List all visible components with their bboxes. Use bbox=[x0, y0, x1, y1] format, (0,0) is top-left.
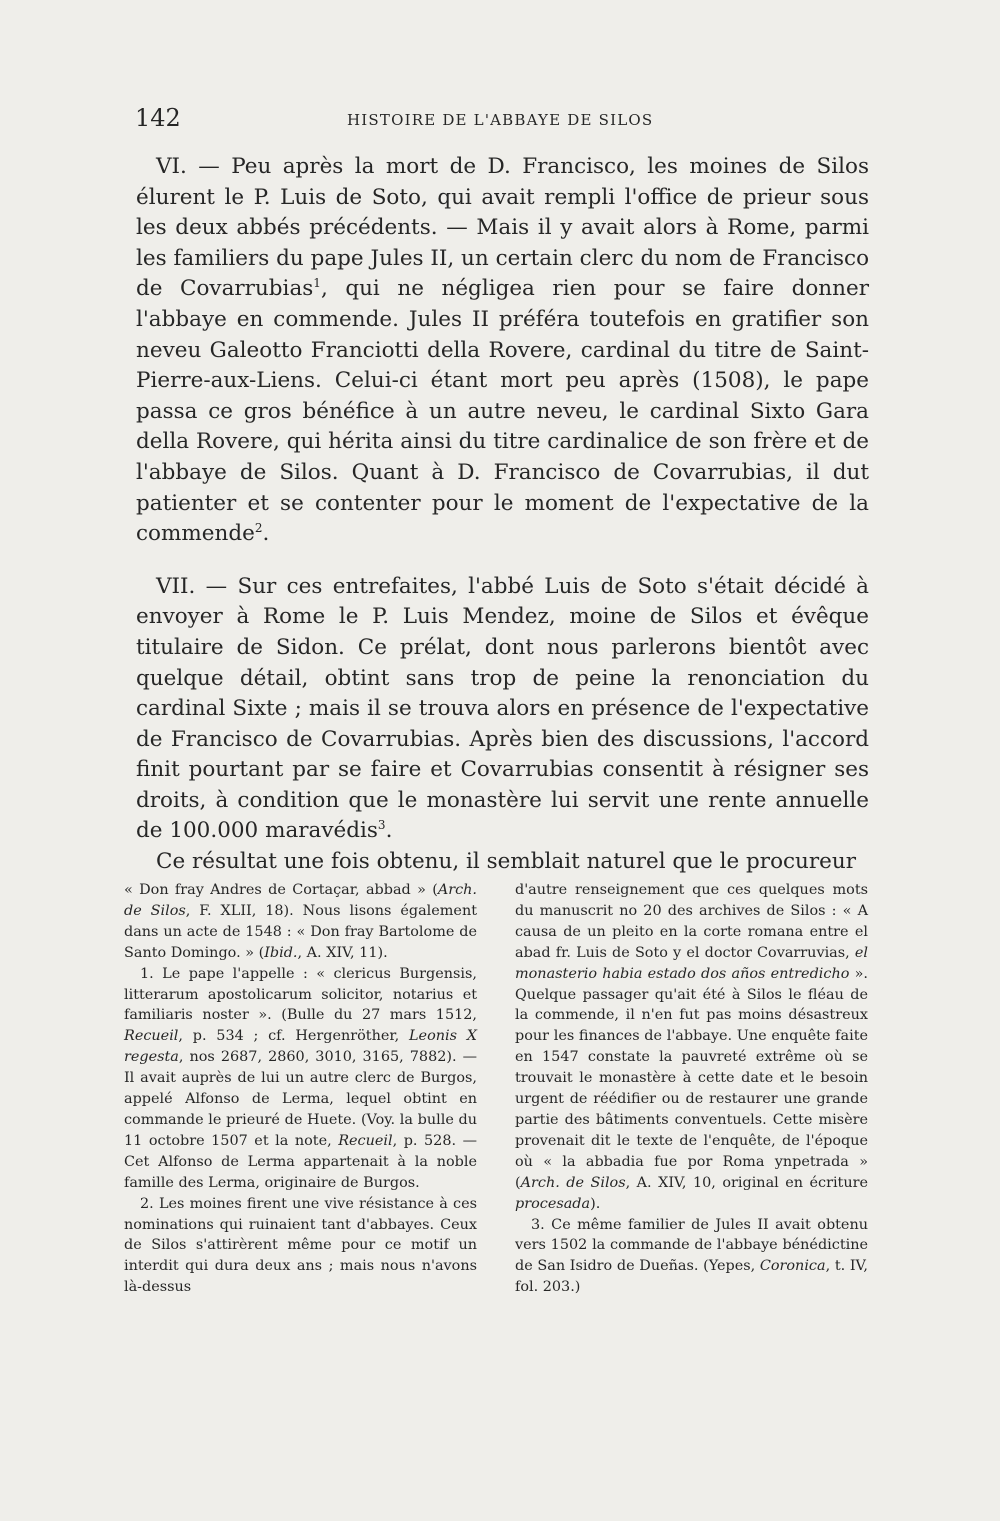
footnote-citation: Recueil bbox=[124, 1028, 179, 1045]
footnote-2-continued bbox=[515, 880, 868, 1215]
footnote-text: ». Quelque passager qu'ait été à Silos le fléau de la commende, il n'en fut pas moins désastreux pour les finances de l'abbaye. Une enquête faite en 1547 constate la pauvreté extrême où se trouvait le monastère à cette date et le besoin urgent de réédifier ou de restaurer une grande partie des bâtiments conventuels. Cette misère provenait dit le texte de l'enquête, de l'époque où « la abbadia fue por Roma ynpetrada » ( bbox=[515, 965, 868, 1191]
paragraph-vii-text-end: . bbox=[385, 818, 393, 844]
footnote-text: d'autre renseignement que ces quelques mots du manuscrit no 20 des archives de Silos : « A causa de un pleito en la corte romana entre el abad fr. Luis de Soto y el doctor Covarruvias, bbox=[515, 882, 868, 961]
footnote-citation: Leonis X regesta bbox=[124, 1028, 477, 1066]
main-text bbox=[136, 152, 869, 878]
footnote-text: , nos 2687, 2860, 3010, 3165, 7882). — Il avait auprès de lui un autre clerc de Burgos, appelé Alfonso de Lerma, lequel obtint en commande le prieuré de Huete. (Voy. la bulle du 11 octobre 1507 et la note, bbox=[124, 1049, 477, 1149]
paragraph-vi bbox=[136, 152, 869, 550]
footnote-text: ). bbox=[590, 1195, 601, 1212]
paragraph-vi-text-cont: , qui ne négligea rien pour se faire donner l'abbaye en commende. Jules II préféra toutefois en gratifier son neveu Galeotto Franciotti della Rovere, cardinal du titre de Saint-Pierre-aux-Liens. Celui-ci étant mort peu après (1508), le pape passa ce gros bénéfice à un autre neveu, le cardinal Sixto Gara della Rovere, qui hérita ainsi du titre cardinalice de son frère et de l'abbaye de Silos. Quant à D. Francisco de Covarrubias, il dut patienter et se contenter pour le moment de l'expectative de la commende bbox=[136, 276, 869, 547]
footnote-ref-1: 1 bbox=[313, 276, 321, 291]
footnote-text: 1. Le pape l'appelle : « clericus Burgensis, litterarum apostolicarum solicitor, notarius et familiaris noster ». (Bulle du 27 mars 1512, bbox=[124, 965, 477, 1024]
footnotes-right-column bbox=[515, 880, 868, 1298]
footnote-citation: Recueil bbox=[338, 1132, 393, 1149]
paragraph-continuation: Ce résultat une fois obtenu, il semblait naturel que le procureur bbox=[156, 849, 857, 875]
footnote-text: , p. 534 ; cf. Hergenröther, bbox=[178, 1028, 409, 1045]
paragraph-vi-text-end: . bbox=[262, 521, 270, 547]
footnote-text: , A. XIV, 10, original en écriture bbox=[625, 1174, 868, 1191]
footnote-ref-3: 3 bbox=[377, 818, 386, 833]
footnote-text: , p. 528. — Cet Alfonso de Lerma appartenait à la noble famille des Lerma, originaire de Burgos. bbox=[124, 1132, 477, 1191]
footnote-3 bbox=[515, 1215, 868, 1299]
paragraph-vii-text: VII. — Sur ces entrefaites, l'abbé Luis de Soto s'était décidé à envoyer à Rome le P. Luis Mendez, moine de Silos et évêque titulaire de Sidon. Ce prélat, dont nous parlerons bientôt avec quelque détail, obtint sans trop de peine la renonciation du cardinal Sixte ; mais il se trouva alors en présence de l'expectative de Francisco de Covarrubias. Après bien des discussions, l'accord finit pourtant par se faire et Covarrubias consentit à résigner ses droits, à condition que le monastère lui servit une rente annuelle de 100.000 maravédis bbox=[136, 573, 869, 844]
footnote-continued bbox=[124, 880, 477, 964]
footnotes-left-column bbox=[124, 880, 477, 1298]
footnote-citation: Arch. de Silos bbox=[124, 882, 477, 919]
footnote-citation: procesada bbox=[515, 1195, 591, 1212]
footnote-text: « Don fray Andres de Cortaçar, abbad » ( bbox=[124, 882, 438, 898]
paragraph-vii bbox=[136, 572, 869, 847]
footnote-text: , t. IV, fol. 203.) bbox=[515, 1258, 868, 1296]
running-title: HISTOIRE DE L'ABBAYE DE SILOS bbox=[347, 111, 654, 129]
footnote-1 bbox=[124, 964, 477, 1194]
footnote-quote: el monasterio habia estado dos años entredicho bbox=[515, 944, 868, 982]
footnote-citation: Coronica bbox=[759, 1258, 826, 1275]
page-number: 142 bbox=[135, 104, 181, 132]
paragraph-vi-text: VI. — Peu après la mort de D. Francisco, les moines de Silos élurent le P. Luis de Soto, qui avait rempli l'office de prieur sous les deux abbés précédents. — Mais il y avait alors à Rome, parmi les familiers du pape Jules II, un certain clerc du nom de Francisco de Covarrubias bbox=[136, 154, 870, 302]
footnote-citation: Arch. de Silos bbox=[520, 1174, 626, 1191]
footnotes bbox=[124, 880, 868, 1298]
footnote-ref-2: 2 bbox=[254, 520, 263, 535]
footnote-2: 2. Les moines firent une vive résistance à ces nominations qui ruinaient tant d'abbayes. Ceux de Silos s'attirèrent même pour ce motif un interdit qui dura deux ans ; mais nous n'avons là-dessus bbox=[124, 1195, 477, 1296]
footnote-text: , F. XLII, 18). Nous lisons également dans un acte de 1548 : « Don fray Bartolome de Santo Domingo. » ( bbox=[124, 902, 477, 961]
footnote-text: 3. Ce même familier de Jules II avait obtenu vers 1502 la commande de l'abbaye bénédictine de San Isidro de Dueñas. (Yepes, bbox=[515, 1216, 868, 1275]
footnote-text: , A. XIV, 11). bbox=[297, 944, 388, 961]
page-header bbox=[135, 103, 870, 137]
footnote-citation: Ibid. bbox=[264, 944, 298, 961]
